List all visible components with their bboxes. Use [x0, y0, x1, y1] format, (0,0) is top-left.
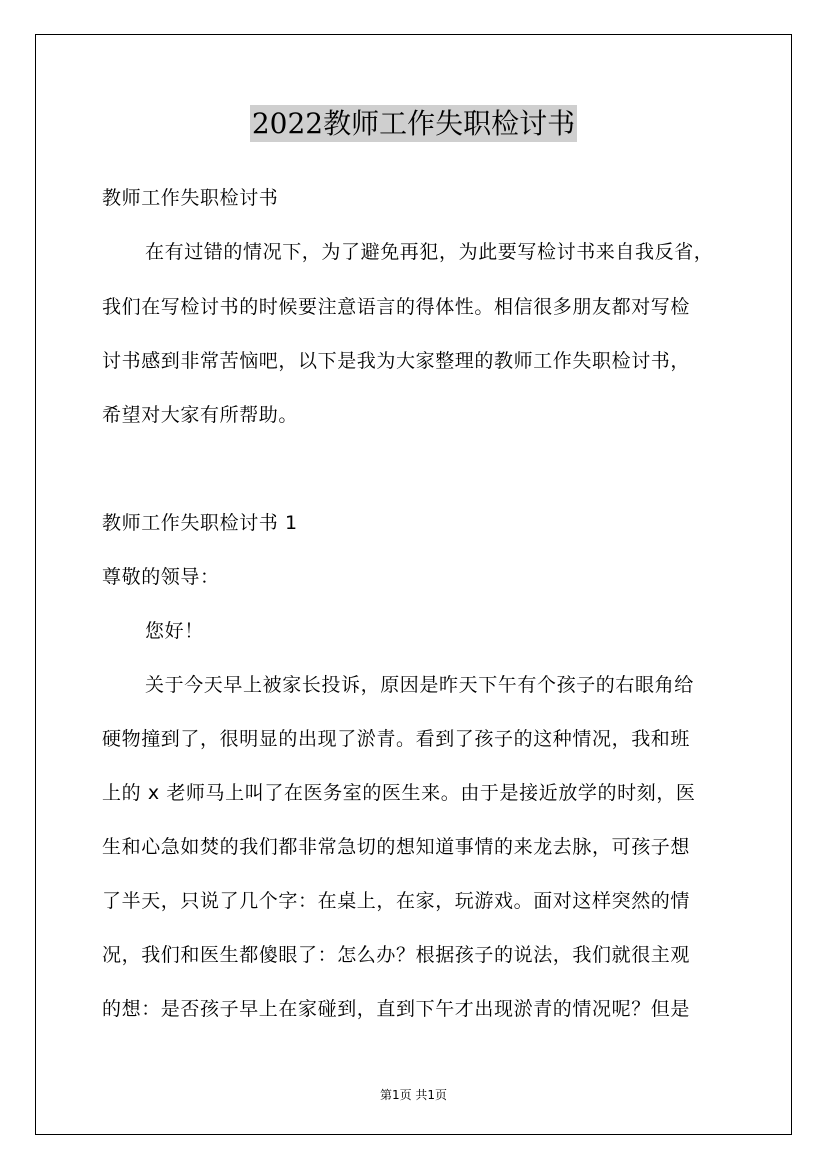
section-heading: 教师工作失职检讨书 1	[102, 512, 298, 534]
subtitle-line: 教师工作失职检讨书	[102, 187, 279, 209]
paragraph-line: 了半天，只说了几个字：在桌上，在家，玩游戏。面对这样突然的情	[102, 890, 691, 912]
paragraph-line: 硬物撞到了，很明显的出现了淤青。看到了孩子的这种情况，我和班	[102, 728, 691, 750]
paragraph-line: 希望对大家有所帮助。	[102, 404, 299, 426]
paragraph-line: 讨书感到非常苦恼吧，以下是我为大家整理的教师工作失职检讨书，	[102, 350, 691, 372]
page-footer: 第1页 共1页	[379, 1088, 448, 1102]
paragraph-line: 关于今天早上被家长投诉，原因是昨天下午有个孩子的右眼角给	[145, 674, 694, 696]
paragraph-line: 我们在写检讨书的时候要注意语言的得体性。相信很多朋友都对写检	[102, 296, 691, 318]
salutation: 尊敬的领导：	[102, 566, 220, 588]
paragraph-line: 上的 x 老师马上叫了在医务室的医生来。由于是接近放学的时刻，医	[102, 782, 696, 804]
paragraph-line: 况，我们和医生都傻眼了：怎么办？根据孩子的说法，我们就很主观	[102, 944, 691, 966]
paragraph-line: 生和心急如焚的我们都非常急切的想知道事情的来龙去脉，可孩子想	[102, 836, 691, 858]
document-title	[0, 102, 827, 142]
greeting: 您好！	[145, 620, 204, 642]
paragraph-line: 的想：是否孩子早上在家碰到，直到下午才出现淤青的情况呢？但是	[102, 998, 691, 1020]
document-title-text: 2022教师工作失职检讨书	[251, 107, 576, 140]
paragraph-line: 在有过错的情况下，为了避免再犯，为此要写检讨书来自我反省，	[145, 241, 714, 263]
